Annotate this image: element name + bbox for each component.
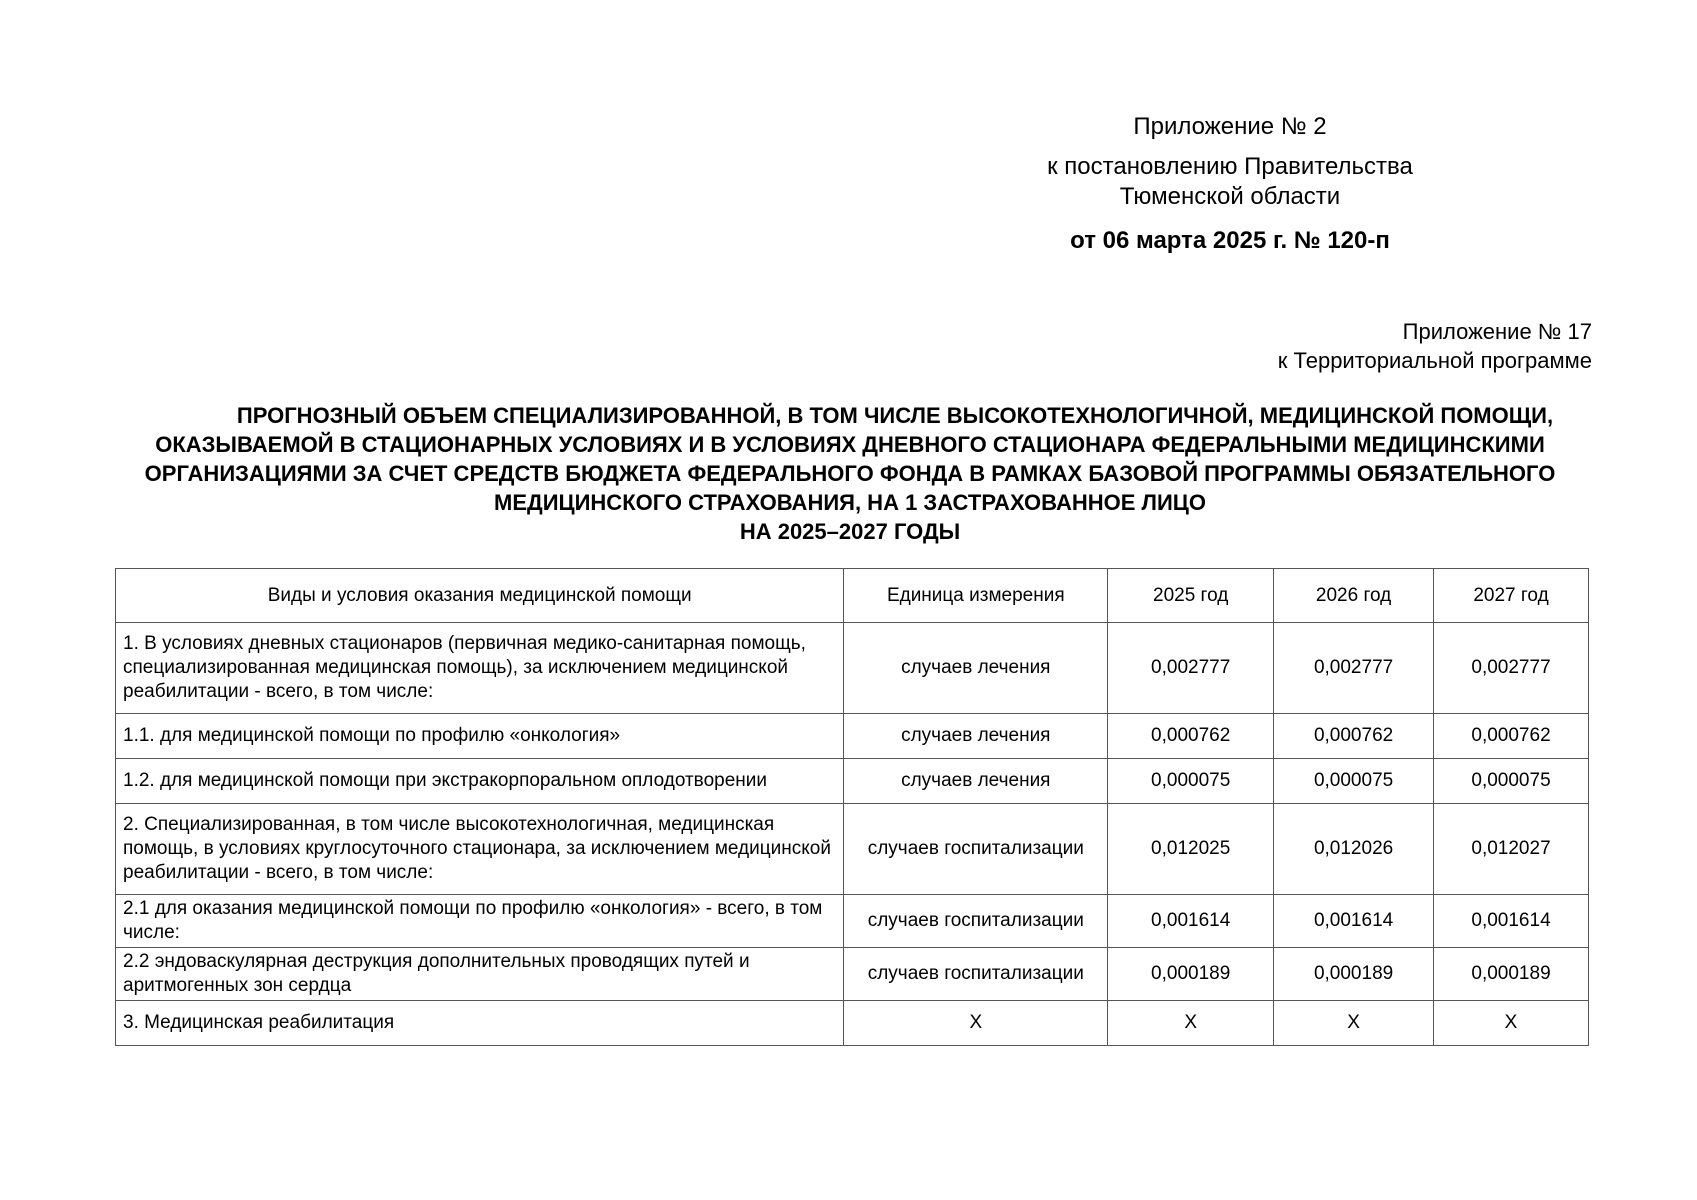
- unit-cell: случаев госпитализации: [844, 948, 1108, 1001]
- value-2027-cell: 0,000189: [1434, 948, 1589, 1001]
- unit-cell: X: [844, 1001, 1108, 1046]
- header-care-type: Виды и условия оказания медицинской помощи: [116, 569, 844, 623]
- value-2026-cell: X: [1274, 1001, 1434, 1046]
- header-year-2026: 2026 год: [1274, 569, 1434, 623]
- care-type-cell: 1.2. для медицинской помощи при экстракорпоральном оплодотворении: [116, 759, 844, 804]
- unit-cell: случаев лечения: [844, 759, 1108, 804]
- table-header-row: [116, 569, 1589, 623]
- value-2027-cell: 0,002777: [1434, 623, 1589, 714]
- care-type-cell: 2. Специализированная, в том числе высокотехнологичная, медицинская помощь, в условиях круглосуточного стационара, за исключением медицинской реабилитации - всего, в том числе:: [116, 804, 844, 895]
- table-row: [116, 714, 1589, 759]
- care-type-cell: 1.1. для медицинской помощи по профилю «онкология»: [116, 714, 844, 759]
- approval-header: [1000, 112, 1460, 256]
- value-2025-cell: 0,012025: [1108, 804, 1274, 895]
- unit-cell: случаев лечения: [844, 714, 1108, 759]
- table-row: [116, 895, 1589, 948]
- value-2026-cell: 0,000075: [1274, 759, 1434, 804]
- value-2025-cell: 0,002777: [1108, 623, 1274, 714]
- volume-table: [115, 568, 1589, 1046]
- value-2025-cell: 0,000189: [1108, 948, 1274, 1001]
- value-2025-cell: 0,000075: [1108, 759, 1274, 804]
- value-2025-cell: 0,000762: [1108, 714, 1274, 759]
- value-2026-cell: 0,012026: [1274, 804, 1434, 895]
- annex-number: Приложение № 17: [1402, 319, 1592, 344]
- value-2027-cell: 0,000075: [1434, 759, 1589, 804]
- care-type-cell: 2.2 эндоваскулярная деструкция дополнительных проводящих путей и аритмогенных зон сердца: [116, 948, 844, 1001]
- table-row: [116, 948, 1589, 1001]
- title-years: НА 2025–2027 ГОДЫ: [739, 519, 961, 544]
- header-year-2025: 2025 год: [1108, 569, 1274, 623]
- annex-reference: к Территориальной программе: [1277, 348, 1592, 373]
- unit-cell: случаев госпитализации: [844, 804, 1108, 895]
- value-2027-cell: 0,000762: [1434, 714, 1589, 759]
- value-2025-cell: 0,001614: [1108, 895, 1274, 948]
- unit-cell: случаев лечения: [844, 623, 1108, 714]
- value-2027-cell: X: [1434, 1001, 1589, 1046]
- table-row: [116, 759, 1589, 804]
- value-2026-cell: 0,002777: [1274, 623, 1434, 714]
- care-type-cell: 2.1 для оказания медицинской помощи по профилю «онкология» - всего, в том числе:: [116, 895, 844, 948]
- resolution-reference: к постановлению Правительства: [1047, 153, 1413, 180]
- value-2026-cell: 0,000189: [1274, 948, 1434, 1001]
- value-2027-cell: 0,012027: [1434, 804, 1589, 895]
- care-type-cell: 1. В условиях дневных стационаров (первичная медико-санитарная помощь, специализированная медицинская помощь), за исключением медицинской реабилитации - всего, в том числе:: [116, 623, 844, 714]
- value-2026-cell: 0,001614: [1274, 895, 1434, 948]
- value-2026-cell: 0,000762: [1274, 714, 1434, 759]
- unit-cell: случаев госпитализации: [844, 895, 1108, 948]
- header-unit: Единица измерения: [844, 569, 1108, 623]
- table-row: [116, 623, 1589, 714]
- region-name: Тюменской области: [1119, 183, 1341, 210]
- table-row: [116, 1001, 1589, 1046]
- care-type-cell: 3. Медицинская реабилитация: [116, 1001, 844, 1046]
- value-2025-cell: X: [1108, 1001, 1274, 1046]
- value-2027-cell: 0,001614: [1434, 895, 1589, 948]
- header-year-2027: 2027 год: [1434, 569, 1589, 623]
- appendix-number: Приложение № 2: [1133, 113, 1327, 140]
- resolution-date-number: от 06 марта 2025 г. № 120-п: [1070, 227, 1390, 254]
- document-title: [115, 401, 1585, 546]
- program-annex: [1278, 317, 1592, 375]
- title-main: ПРОГНОЗНЫЙ ОБЪЕМ СПЕЦИАЛИЗИРОВАННОЙ, В ТОМ ЧИСЛЕ ВЫСОКОТЕХНОЛОГИЧНОЙ, МЕДИЦИНСКОЙ ПОМОЩИ, ОКАЗЫВАЕМОЙ В СТАЦИОНАРНЫХ УСЛОВИЯХ И В УСЛОВИЯХ ДНЕВНОГО СТАЦИОНАРА ФЕДЕРАЛЬНЫМИ МЕДИЦИНСКИМИ ОРГАНИЗАЦИЯМИ ЗА СЧЕТ СРЕДСТВ БЮДЖЕТА ФЕДЕРАЛЬНОГО ФОНДА В РАМКАХ БАЗОВОЙ ПРОГРАММЫ ОБЯЗАТЕЛЬНОГО МЕДИЦИНСКОГО СТРАХОВАНИЯ, НА 1 ЗАСТРАХОВАННОЕ ЛИЦО: [144, 403, 1556, 515]
- table-row: [116, 804, 1589, 895]
